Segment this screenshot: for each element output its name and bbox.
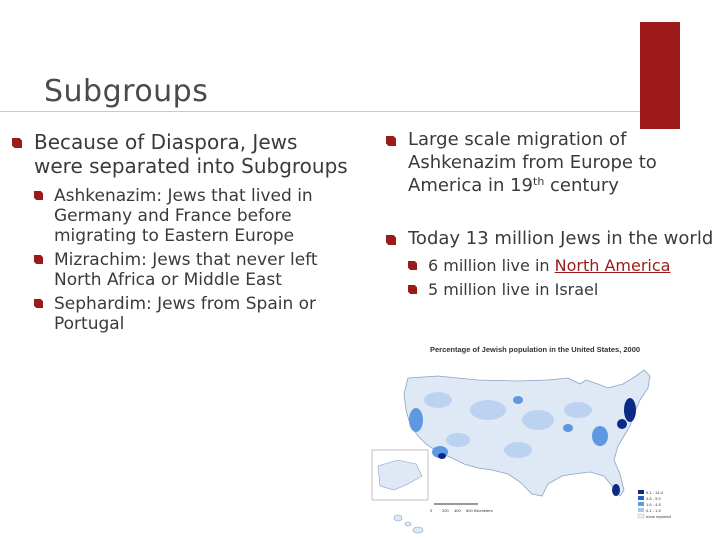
legend-swatch xyxy=(638,508,644,512)
map-legend xyxy=(638,490,671,519)
scale-label: 400 xyxy=(454,508,461,513)
sub-bullet-text: Ashkenazim: Jews that lived in Germany and France before migrating to Eastern Europe xyxy=(54,186,313,246)
legend-label: 9.1 - 14.4 xyxy=(646,490,663,495)
left-main-text: Because of Diaspora, Jews were separated into Subgroups xyxy=(34,130,348,178)
superscript-th: th xyxy=(533,175,545,188)
sub-bullet-israel xyxy=(408,280,716,300)
bullet-icon xyxy=(34,255,43,264)
bullet-icon xyxy=(34,191,43,200)
bullet-icon xyxy=(386,235,396,245)
left-bullet-list xyxy=(12,130,352,334)
sub-bullet-text: Sephardim: Jews from Spain or Portugal xyxy=(54,294,317,334)
bullet-icon xyxy=(34,299,43,308)
alaska-shape xyxy=(378,460,422,490)
us-outline xyxy=(404,370,650,496)
map-title: Percentage of Jewish population in the United States, 2000 xyxy=(430,345,641,354)
migration-text-end: century xyxy=(544,175,619,196)
scale-label: 0 xyxy=(430,508,433,513)
accent-bar xyxy=(640,22,680,129)
left-sub-list xyxy=(12,186,352,334)
today-bullet xyxy=(386,227,716,250)
right-sub-list xyxy=(386,256,716,300)
legend-swatch xyxy=(638,502,644,506)
sub-bullet-north-america xyxy=(408,256,716,276)
legend-swatch xyxy=(638,514,644,518)
north-america-link[interactable]: North America xyxy=(554,256,671,275)
title-divider xyxy=(0,111,640,112)
bullet-icon xyxy=(408,285,417,294)
scale-bar xyxy=(430,504,493,513)
bullet-icon xyxy=(386,136,396,146)
migration-bullet xyxy=(386,128,716,197)
us-jewish-population-map xyxy=(368,340,678,540)
legend-swatch xyxy=(638,490,644,494)
today-text: Today 13 million Jews in the world xyxy=(408,228,714,249)
scale-label: 200 xyxy=(442,508,449,513)
sub-bullet-mizrachim xyxy=(34,250,352,290)
right-bullet-list xyxy=(386,128,716,300)
scale-label: 600 Kilometers xyxy=(466,508,493,513)
legend-label: 1.6 - 4.5 xyxy=(646,502,661,507)
migration-text: Large scale migration of Ashkenazim from Europe to America in 19 xyxy=(408,129,657,196)
bullet-icon xyxy=(12,138,22,148)
slide-title: Subgroups xyxy=(44,74,209,109)
legend-label: 4.6 - 9.0 xyxy=(646,496,661,501)
legend-swatch xyxy=(638,496,644,500)
hawaii-shape xyxy=(394,515,423,533)
bullet-icon xyxy=(408,261,417,270)
sub-bullet-sephardim xyxy=(34,294,352,334)
sub-bullet-text: 5 million live in Israel xyxy=(428,280,599,299)
legend-label: 0.1 - 1.5 xyxy=(646,508,661,513)
sub-bullet-text: Mizrachim: Jews that never left North Africa or Middle East xyxy=(54,250,318,290)
legend-label: none reported xyxy=(646,514,671,519)
left-main-bullet xyxy=(12,130,352,178)
sub-bullet-text: 6 million live in xyxy=(428,256,555,275)
sub-bullet-ashkenazim xyxy=(34,186,352,246)
